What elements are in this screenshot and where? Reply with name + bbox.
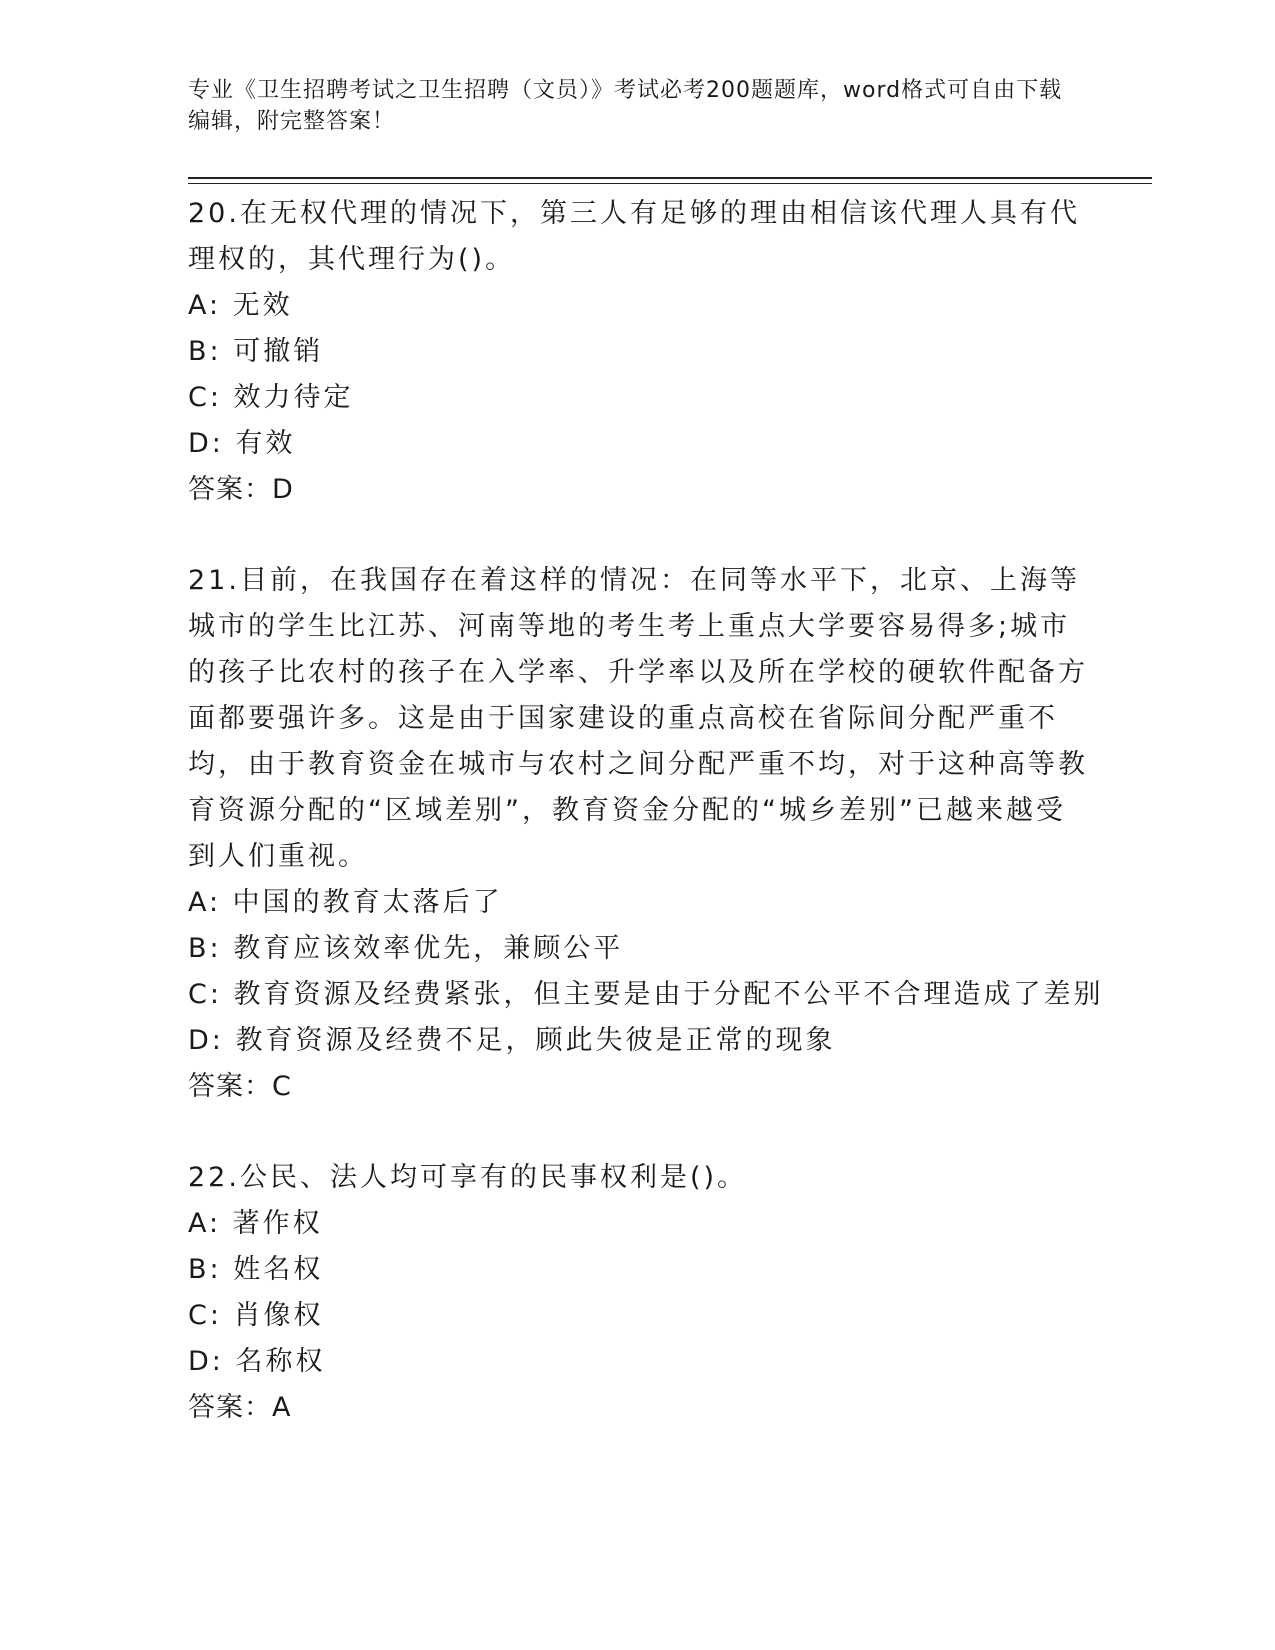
option-a: A: 著作权: [188, 1208, 323, 1239]
question-stem: 22.公民、法人均可享有的民事权利是()。: [188, 1162, 748, 1193]
answer-line: 答案：D: [188, 474, 294, 505]
question-22: [188, 1155, 1088, 1431]
option-d: D: 有效: [188, 428, 296, 459]
question-stem: 21.目前，在我国存在着这样的情况：在同等水平下，北京、上海等城市的学生比江苏、河南等地的考生考上重点大学要容易得多;城市的孩子比农村的孩子在入学率、升学率以及所在学校的硬软件配备方面都要强许多。这是由于国家建设的重点高校在省际间分配严重不均，由于教育资金在城市与农村之间分配严重不均，对于这种高等教育资源分配的“区域差别”，教育资金分配的“城乡差别”已越来越受到人们重视。: [188, 565, 1088, 872]
option-a: A: 中国的教育太落后了: [188, 887, 503, 918]
question-stem: 20.在无权代理的情况下，第三人有足够的理由相信该代理人具有代理权的，其代理行为()。: [188, 198, 1080, 275]
answer-line: 答案：C: [188, 1071, 292, 1102]
option-b: B: 教育应该效率优先，兼顾公平: [188, 933, 624, 964]
option-b: B: 可撤销: [188, 336, 324, 367]
option-c: C: 教育资源及经费紧张，但主要是由于分配不公平不合理造成了差别: [188, 979, 1104, 1010]
option-d: D: 名称权: [188, 1346, 326, 1377]
option-a: A: 无效: [188, 290, 293, 321]
header-divider-thin: [188, 183, 1152, 184]
question-20: [188, 191, 1088, 513]
option-d: D: 教育资源及经费不足，顾此失彼是正常的现象: [188, 1025, 836, 1056]
option-c: C: 肖像权: [188, 1300, 324, 1331]
document-header: 专业《卫生招聘考试之卫生招聘（文员）》考试必考200题题库，word格式可自由下载编辑，附完整答案！: [188, 78, 1063, 134]
question-21: [188, 558, 1104, 1110]
option-b: B: 姓名权: [188, 1254, 324, 1285]
option-c: C: 效力待定: [188, 382, 354, 413]
question-list: [188, 191, 1104, 1476]
answer-line: 答案：A: [188, 1392, 292, 1423]
header-divider-thick: [188, 177, 1152, 179]
